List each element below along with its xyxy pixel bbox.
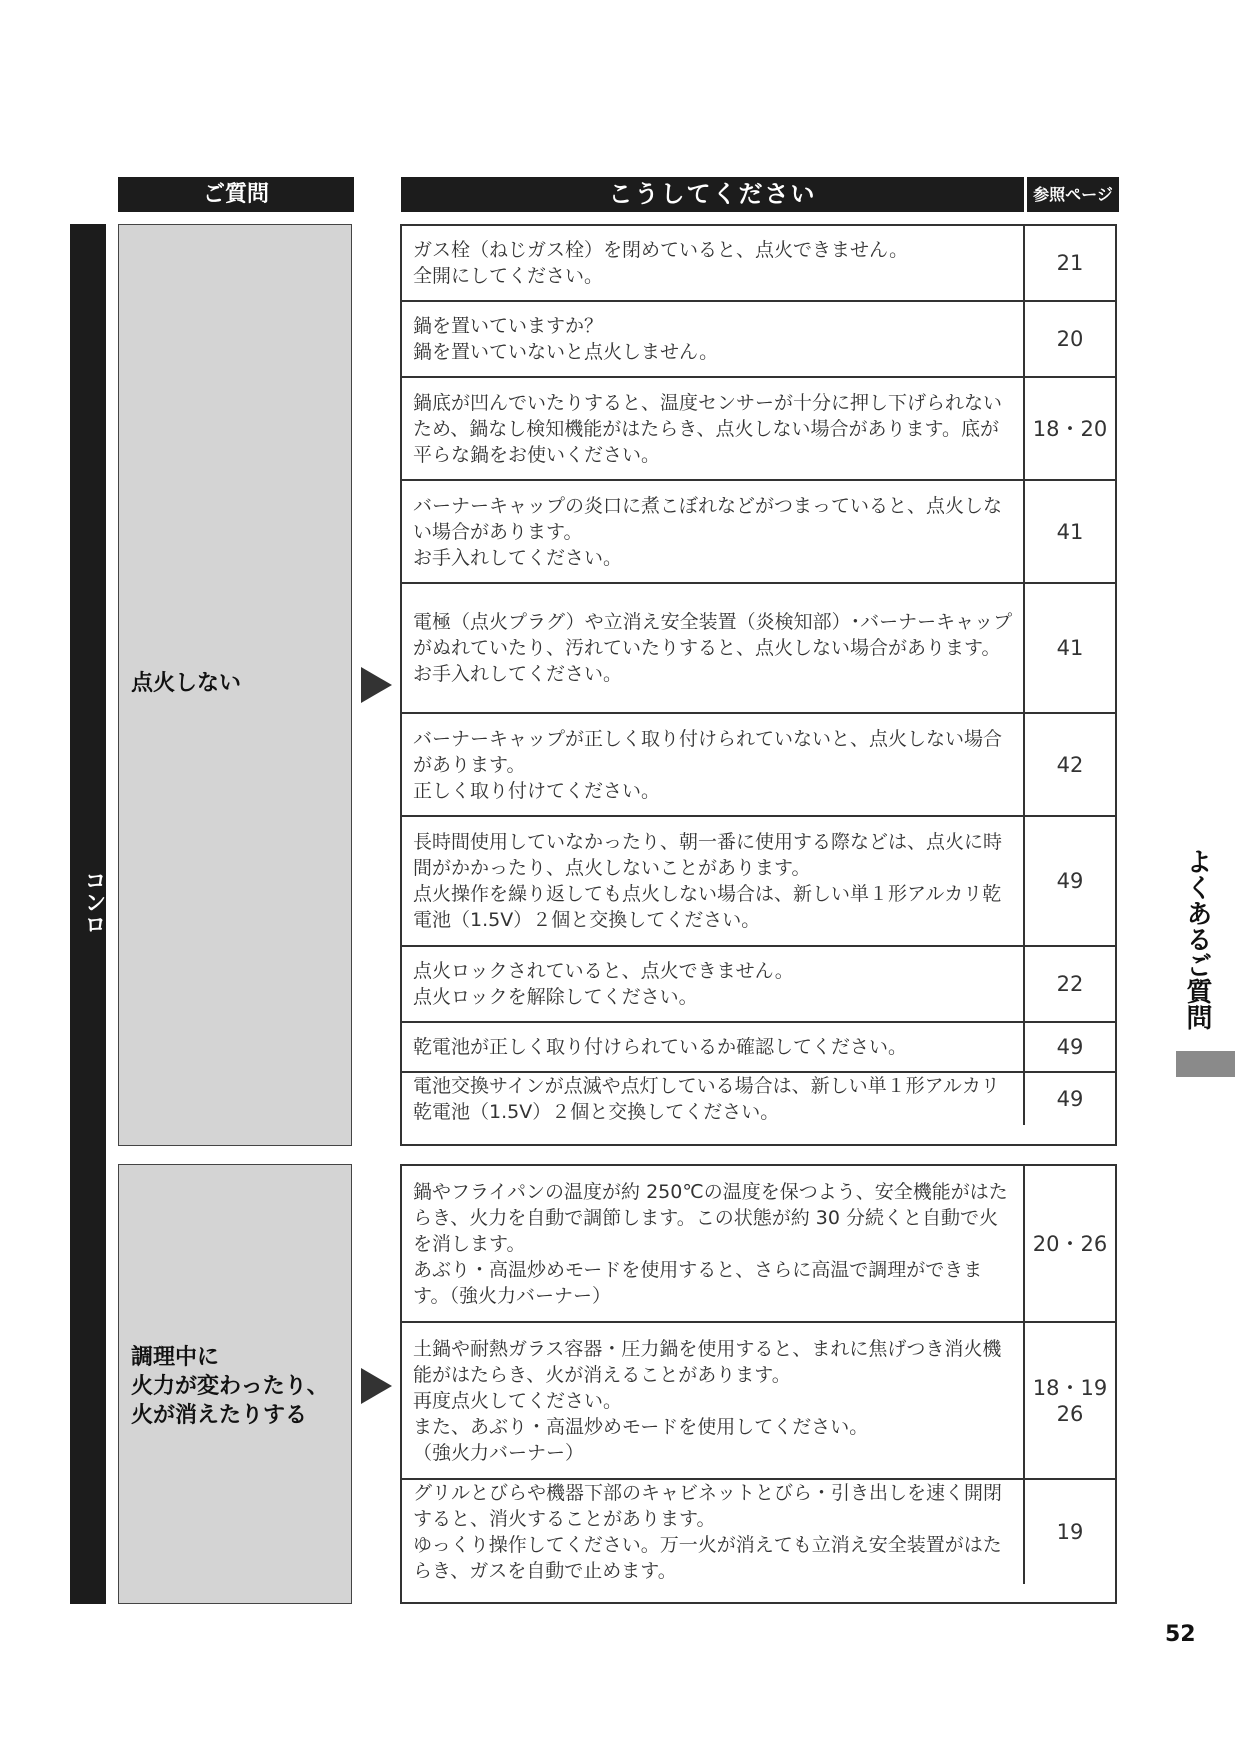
column-header-reference: 参照ページ (1027, 177, 1119, 212)
reference-page: 41 (1056, 636, 1084, 660)
table-row (402, 714, 1115, 817)
reference-page: 20 (1056, 327, 1084, 351)
answer-table-flame-change (400, 1164, 1117, 1604)
answer-text: 点火ロックされていると、点火できません。 点火ロックを解除してください。 (402, 947, 1025, 1021)
reference-page: 49 (1056, 1035, 1084, 1059)
answer-text: 電池交換サインが点滅や点灯している場合は、新しい単１形アルカリ乾電池（1.5V）２個と交換してください。 (402, 1073, 1025, 1125)
answer-text: 土鍋や耐熱ガラス容器・圧力鍋を使用すると、まれに焦げつき消火機能がはたらき、火が消えることがあります。 再度点火してください。 また、あぶり・高温炒めモードを使用してください。 （強火力バーナー） (402, 1323, 1025, 1478)
column-header-answer: こうしてください (401, 177, 1024, 212)
reference-page: 42 (1056, 752, 1084, 777)
answer-table-no-ignition (400, 224, 1117, 1146)
answer-text: グリルとびらや機器下部のキャビネットとびら・引き出しを速く開閉すると、消火することがあります。 ゆっくり操作してください。万一火が消えても立消え安全装置がはたらき、ガスを自動で止めます。 (402, 1480, 1025, 1584)
table-row (402, 817, 1115, 947)
question-label: 調理中に 火力が変わったり、 火が消えたりする (131, 1345, 329, 1428)
table-row (402, 378, 1115, 481)
reference-page: 18・20 (1032, 416, 1108, 441)
table-row (402, 302, 1115, 378)
answer-text: ガス栓（ねじガス栓）を閉めていると、点火できません。 全開にしてください。 (402, 226, 1025, 300)
column-header-question: ご質問 (118, 177, 354, 212)
section-label: コンロ (81, 869, 106, 935)
table-row (402, 1073, 1115, 1125)
chapter-tab (1176, 1051, 1235, 1077)
reference-page: 22 (1056, 972, 1084, 996)
reference-page: 18・19 26 (1032, 1375, 1108, 1426)
answer-text: バーナーキャップが正しく取り付けられていないと、点火しない場合があります。 正しく取り付けてください。 (402, 714, 1025, 815)
table-row (402, 947, 1115, 1023)
table-row (402, 1480, 1115, 1584)
table-row (402, 1323, 1115, 1480)
answer-text: 鍋やフライパンの温度が約 250℃の温度を保つよう、安全機能がはたらき、火力を自動で調節します。この状態が約 30 分続くと自動で火を消します。 あぶり・高温炒めモードを使用すると、さらに高温で調理ができます。（強火力バーナー） (402, 1166, 1025, 1321)
answer-text: 長時間使用していなかったり、朝一番に使用する際などは、点火に時間がかかったり、点火しないことがあります。 点火操作を繰り返しても点火しない場合は、新しい単１形アルカリ乾電池（1.5V）２個と交換してください。 (402, 817, 1025, 945)
table-row (402, 481, 1115, 584)
question-label: 点火しない (131, 671, 242, 696)
arrow-right-icon (361, 667, 392, 703)
table-row (402, 226, 1115, 302)
reference-page: 41 (1056, 519, 1084, 544)
table-row (402, 584, 1115, 714)
reference-page: 19 (1056, 1520, 1084, 1544)
answer-text: 乾電池が正しく取り付けられているか確認してください。 (402, 1023, 1025, 1071)
table-row (402, 1023, 1115, 1073)
answer-text: 電極（点火プラグ）や立消え安全装置（炎検知部）･バーナーキャップがぬれていたり、汚れていたりすると、点火しない場合があります。 お手入れしてください。 (402, 584, 1025, 712)
arrow-right-icon (361, 1368, 392, 1404)
answer-text: バーナーキャップの炎口に煮こぼれなどがつまっていると、点火しない場合があります。 お手入れしてください。 (402, 481, 1025, 582)
reference-page: 49 (1056, 869, 1084, 893)
question-box-no-ignition (118, 224, 352, 1146)
reference-page: 20・26 (1032, 1231, 1108, 1256)
answer-text: 鍋底が凹んでいたりすると、温度センサーが十分に押し下げられないため、鍋なし検知機能がはたらき、点火しない場合があります。底が平らな鍋をお使いください。 (402, 378, 1025, 479)
table-row (402, 1166, 1115, 1323)
question-box-flame-change (118, 1164, 352, 1604)
page-number: 52 (1165, 1622, 1196, 1647)
reference-page: 21 (1056, 251, 1084, 275)
chapter-title: よくあるご質問 (1182, 848, 1212, 1030)
answer-text: 鍋を置いていますか？ 鍋を置いていないと点火しません。 (402, 302, 1025, 376)
section-bar (70, 224, 106, 1604)
reference-page: 49 (1056, 1087, 1084, 1111)
